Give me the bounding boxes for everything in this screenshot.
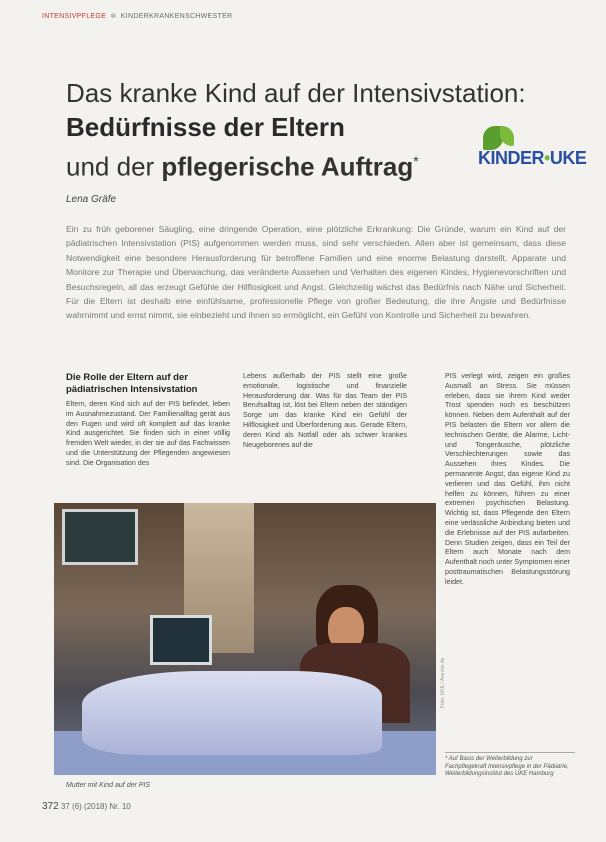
photo-caption: Mutter mit Kind auf der PIS [66,782,151,789]
column-2 [243,372,407,450]
logo-text [478,148,586,169]
kinder-uke-logo [476,124,586,174]
photo-monitor [62,509,138,565]
column-1 [66,372,230,469]
title-line-3-a: und der [66,151,162,182]
column-3 [445,372,570,588]
column-2-text: Lebens außerhalb der PIS stellt eine große emotionale, logistische und finanzielle Herausforderung dar. Was für das Team der PIS Berufsalltag ist, löst bei Eltern neben der ständigen Sorge um das kranke Kind ein Gefühl der Hilflosigkeit und Überforderung aus. Gerade Eltern, deren Kind als Notfall oder als schwer krankes Neugeborenes auf die [243,372,407,449]
title-footnote-mark: * [413,153,419,169]
section-label: INTENSIVPFLEGE [42,13,107,20]
photo-credit: Foto: UKE / Axentis.de [440,657,446,708]
subsection-label: KINDERKRANKENSCHWESTER [120,13,233,20]
photo-blanket [82,671,382,755]
logo-text-a: KINDER [478,148,545,168]
logo-dot: • [544,148,550,168]
title-line-1: Das kranke Kind auf der Intensivstation: [66,78,526,108]
page-folio [42,801,131,812]
issue-info: 37 (6) (2018) Nr. 10 [60,802,131,811]
logo-leaf-icon-2 [500,126,514,146]
section-heading: Die Rolle der Eltern auf der pädiatrischen Intensivstation [66,372,198,395]
title-line-2: Bedürfnisse der Eltern [66,112,345,142]
logo-text-b: UKE [549,148,587,168]
column-3-text: PIS verlegt wird, zeigen ein großes Ausmaß an Stress. Sie müssen erleben, dass sie ihrem Kind weder Trost spenden noch es beschützen können. Neben dem Aufenthalt auf der PIS belasten die Eltern vor allem die technischen Geräte, die Alarme, Licht- und Tongeräusche, plötzliche Verschlechterungen sowie das Aussehen ihres Kindes. Die permanente Angst, das eigene Kind zu verlieren und das Gefühl, ihm nicht helfen zu können, führen zu einer extremen psychischen Belastung. Wichtig ist, dass Pflegende den Eltern eine verlässliche Anbindung bieten und die Erlebnisse auf der PIS aufarbeiten. Denn Studien zeigen, dass ein Teil der Eltern auch Monate nach dem Aufenthalt noch unter Symptomen einer posttraumatischen Belastungsstörung leidet. [445,372,571,586]
article-photo [54,503,436,775]
page-number: 372 [42,801,59,812]
title-line-3 [66,144,506,184]
intro-paragraph: Ein zu früh geborener Säugling, eine dringende Operation, eine plötzliche Erkrankung: Die Gründe, warum ein Kind auf der pädiatrischen Intensivstation (PIS) aufgenommen werden muss, sind sehr verschieden. Allen aber ist gemeinsam, dass diese Notwendigkeit eine besondere Herausforderung für betroffene Familien und eine enorme Belastung darstellt. Apparate und Monitore zur Therapie und Überwachung, das veränderte Aussehen und Verhalten des eigenen Kindes, Hygienevorschriften und Besuchsregeln, all das erzeugt Gefühle der Hilflosigkeit und Angst. Gleichzeitig wächst das Bedürfnis nach Nähe und Sicherheit. Für die Eltern ist deshalb eine einfühlsame, professionelle Pflege von großer Bedeutung, die ihre Ängste und Bedürfnisse wahrnimmt und ernst nimmt, sie einbezieht und ihnen so ermöglicht, ein Gefühl von Kontrolle und Sicherheit zu bewahren. [66,224,566,321]
column-1-text: Eltern, deren Kind sich auf der PIS befindet, leben im Ausnahmezustand. Der Familienalltag gerät aus den Fugen und wird oft komplett auf das kranke Kind ausgerichtet. Sie finden sich in einer völlig fremden Welt wieder, in der sie auf das Fachwissen und die Unterstützung der Pflegenden angewiesen sind. Die Organisation des [66,400,230,467]
author-name: Lena Gräfe [66,194,117,205]
separator-icon: ⊗ [110,13,117,20]
photo-monitor-2 [150,615,212,665]
title-line-3-b: pflegerische Auftrag [161,151,414,182]
running-header [42,12,232,20]
footnote: * Auf Basis der Weiterbildung zur Fachpflegekraft Intensivpflege in der Pädiatrie, Weiterbildungsinstitut des UKE Hamburg [445,752,575,779]
